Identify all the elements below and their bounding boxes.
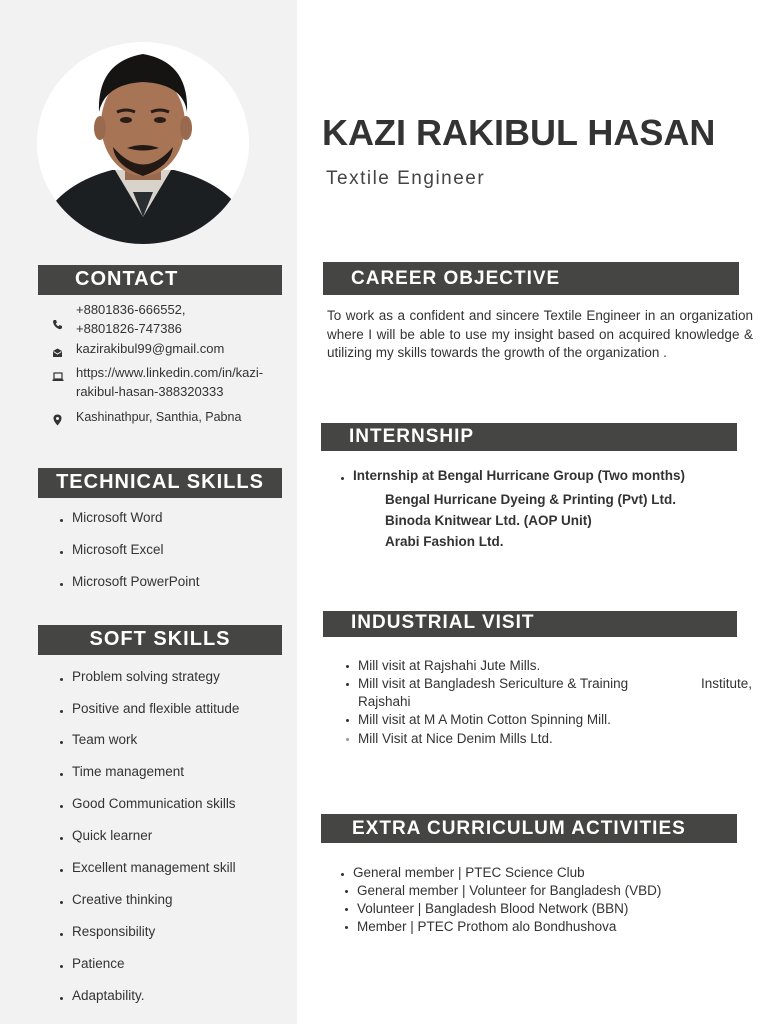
list-item: Problem solving strategy	[72, 669, 239, 701]
list-item: Mill Visit at Nice Denim Mills Ltd.	[358, 730, 752, 748]
job-title: Textile Engineer	[326, 168, 486, 189]
career-objective-heading: CAREER OBJECTIVE	[323, 262, 739, 295]
list-item: Quick learner	[72, 828, 239, 860]
list-item: Member | PTEC Prothom alo Bondhushova	[353, 918, 661, 936]
list-item: Mill visit at M A Motin Cotton Spinning Mill.	[358, 711, 752, 729]
location-pin-icon	[52, 413, 64, 425]
list-item: Creative thinking	[72, 892, 239, 924]
industrial-visit-list	[358, 657, 752, 748]
extra-curricular-heading: EXTRA CURRICULUM ACTIVITIES	[321, 814, 737, 843]
contact-heading: CONTACT	[38, 265, 282, 295]
list-item: General member | Volunteer for Bangladesh (VBD)	[353, 882, 661, 900]
list-item: Microsoft PowerPoint	[72, 574, 200, 606]
list-item: Microsoft Excel	[72, 542, 200, 574]
list-item: Team work	[72, 732, 239, 764]
email-icon	[52, 344, 64, 356]
person-name: KAZI RAKIBUL HASAN	[322, 112, 716, 153]
laptop-icon	[52, 368, 64, 380]
career-objective-text: To work as a confident and sincere Textile Engineer in an organization where I will be able to use my insight based on acquired knowledge & utilizing my skills towards the growth of the organization .	[327, 308, 753, 360]
list-item: Patience	[72, 956, 239, 988]
soft-skills-list	[72, 669, 239, 1020]
internship-unit: Binoda Knitwear Ltd. (AOP Unit)	[385, 513, 592, 528]
internship-unit: Arabi Fashion Ltd.	[385, 534, 504, 549]
bullet	[341, 477, 344, 480]
list-item: Mill visit at Rajshahi Jute Mills.	[358, 657, 752, 675]
soft-skills-heading: SOFT SKILLS	[38, 625, 282, 655]
list-item: Positive and flexible attitude	[72, 701, 239, 732]
internship-heading: INTERNSHIP	[321, 423, 737, 451]
industrial-visit-heading: INDUSTRIAL VISIT	[323, 611, 737, 637]
list-item: Good Communication skills	[72, 796, 239, 828]
list-item: Adaptability.	[72, 988, 239, 1020]
internship-unit: Bengal Hurricane Dyeing & Printing (Pvt) Ltd.	[385, 492, 677, 507]
linkedin-link-line-1[interactable]: https://www.linkedin.com/in/kazi-	[76, 365, 264, 380]
internship-title: Internship at Bengal Hurricane Group (Two months)	[353, 468, 686, 483]
phone-icon	[52, 316, 64, 328]
technical-skills-heading: TECHNICAL SKILLS	[38, 468, 282, 498]
list-item: Mill visit at Bangladesh Sericulture & Training Institute,	[358, 675, 752, 693]
email-link[interactable]: kazirakibul99@gmail.com	[76, 341, 225, 356]
list-item: Responsibility	[72, 924, 239, 956]
technical-skills-list	[72, 510, 200, 606]
profile-photo	[37, 42, 249, 244]
list-item: Excellent management skill	[72, 860, 239, 892]
list-item: General member | PTEC Science Club	[353, 864, 661, 882]
extra-curricular-list	[353, 864, 661, 936]
linkedin-link-line-2[interactable]: rakibul-hasan-388320333	[76, 384, 224, 399]
list-item: Volunteer | Bangladesh Blood Network (BBN)	[353, 900, 661, 918]
phone-number-1[interactable]: +8801836-666552,	[76, 302, 186, 317]
phone-number-2[interactable]: +8801826-747386	[76, 321, 182, 336]
list-item: Rajshahi	[358, 694, 411, 709]
list-item: Time management	[72, 764, 239, 796]
address-text: Kashinathpur, Santhia, Pabna	[76, 410, 242, 424]
list-item: Microsoft Word	[72, 510, 200, 542]
